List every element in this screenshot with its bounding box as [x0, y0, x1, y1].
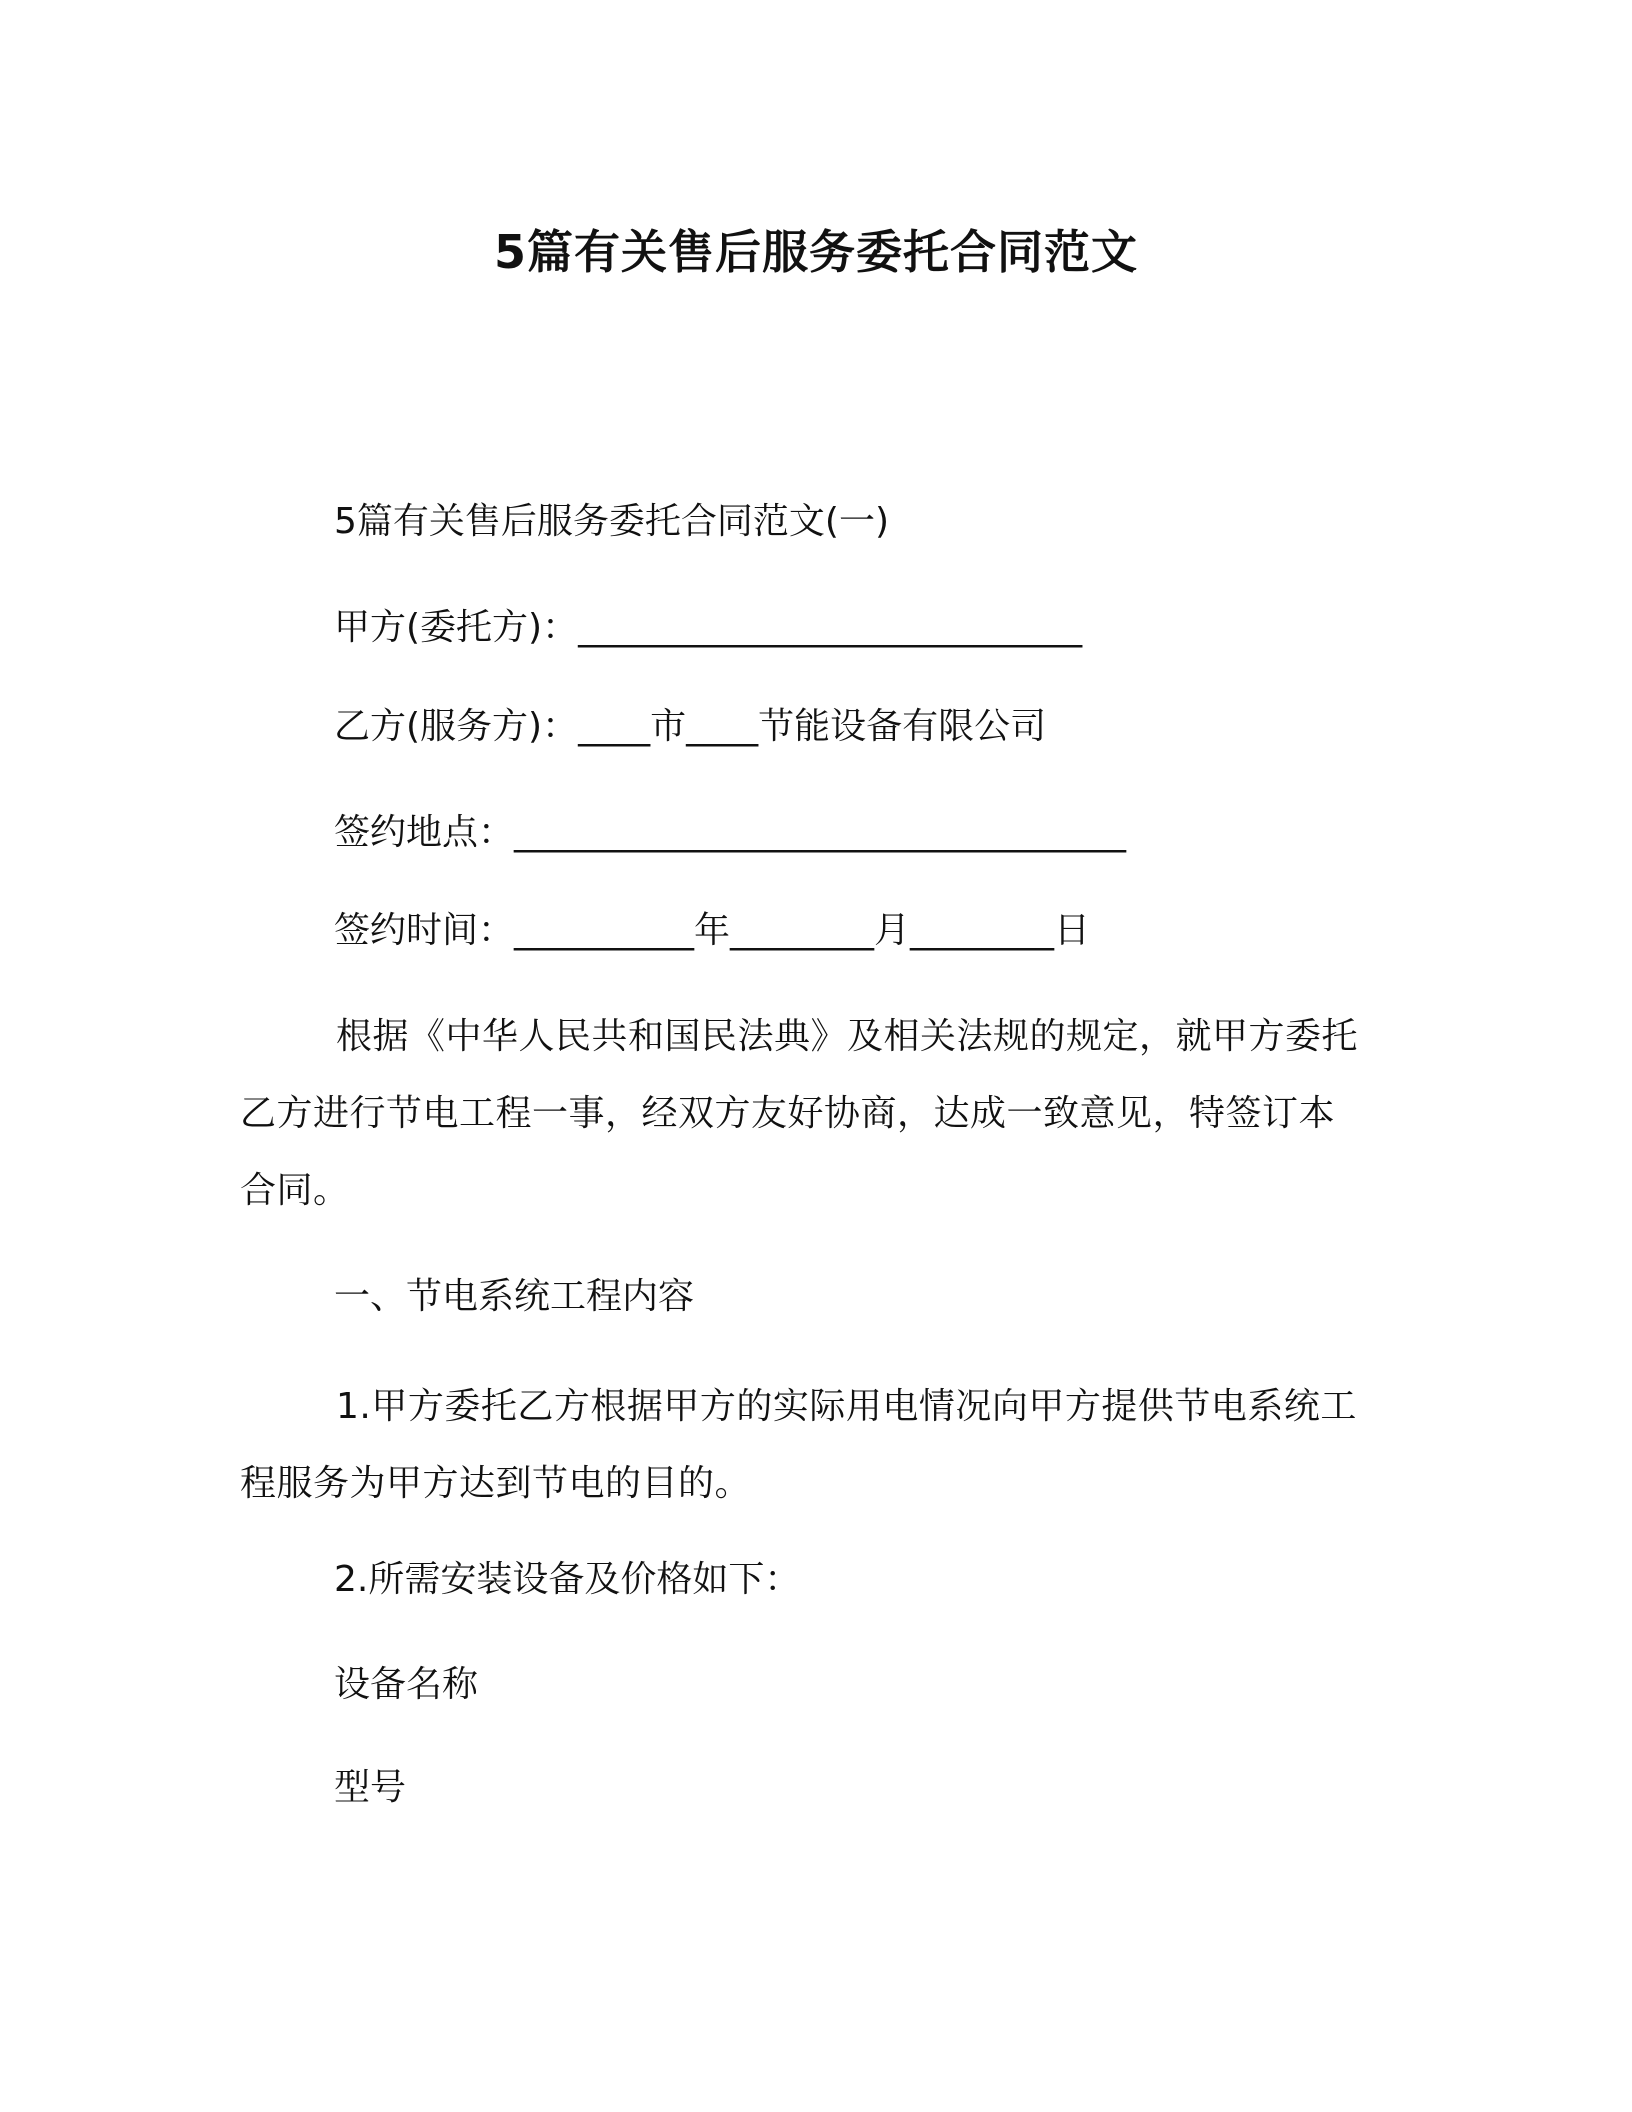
document-title: 5篇有关售后服务委托合同范文: [493, 225, 1138, 279]
model-field: 型号: [334, 1767, 407, 1808]
contract-subtitle: 5篇有关售后服务委托合同范文(一): [334, 501, 889, 542]
party-a-line: 甲方(委托方)：____________________________: [334, 607, 1083, 648]
sign-time-line: 签约时间：__________年________月________日: [334, 910, 1091, 951]
party-b-line: 乙方(服务方)：____市____节能设备有限公司: [334, 706, 1047, 747]
clause-1-paragraph: 1.甲方委托乙方根据甲方的实际用电情况向甲方提供节电系统工程服务为甲方达到节电的目的。: [240, 1386, 1357, 1504]
equipment-name-field: 设备名称: [334, 1664, 479, 1705]
sign-place-line: 签约地点：__________________________________: [334, 812, 1127, 853]
clause-2-line: 2.所需安装设备及价格如下：: [334, 1559, 801, 1600]
section-1-heading: 一、节电系统工程内容: [334, 1276, 695, 1317]
intro-paragraph: 根据《中华人民共和国民法典》及相关法规的规定，就甲方委托乙方进行节电工程一事，经双方友好协商，达成一致意见，特签订本合同。: [240, 1016, 1359, 1211]
